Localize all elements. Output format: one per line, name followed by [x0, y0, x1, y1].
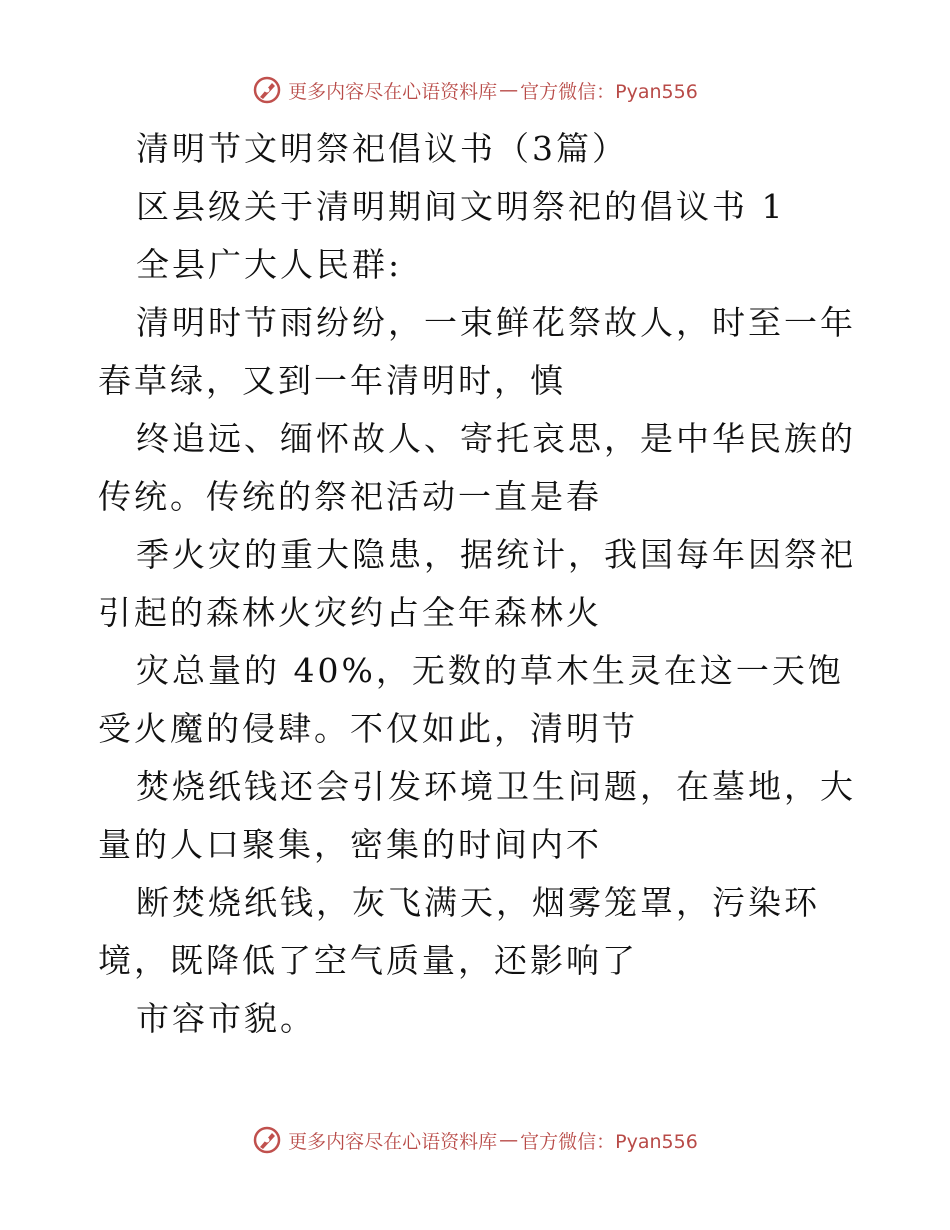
header-watermark [0, 70, 950, 110]
salutation: 全县广大人民群: [136, 245, 403, 284]
watermark-contact: 官方微信：Pyan556 [520, 1130, 698, 1153]
paragraph: 断焚烧纸钱，灰飞满天，烟雾笼罩，污染环境，既降低了空气质量，还影响了 [98, 883, 820, 980]
paragraph: 季火灾的重大隐患，据统计，我国每年因祭祀引起的森林火灾约占全年森林火 [98, 535, 856, 632]
watermark-dash: — [499, 1129, 519, 1151]
document-subtitle: 区县级关于清明期间文明祭祀的倡议书 1 [136, 187, 786, 226]
paragraph: 灾总量的 40%，无数的草木生灵在这一天饱受火魔的侵肆。不仅如此，清明节 [98, 651, 844, 748]
watermark-text: 更多内容尽在心语资料库 [288, 80, 498, 103]
watermark-dash: — [499, 79, 519, 101]
watermark-text: 更多内容尽在心语资料库 [288, 1130, 498, 1153]
pen-logo-icon [252, 75, 282, 105]
document-title: 清明节文明祭祀倡议书（3篇） [136, 129, 628, 168]
document-body [98, 120, 858, 1048]
paragraph: 焚烧纸钱还会引发环境卫生问题，在墓地，大量的人口聚集，密集的时间内不 [98, 767, 856, 864]
pen-logo-icon [252, 1125, 282, 1155]
paragraph: 清明时节雨纷纷，一束鲜花祭故人，时至一年春草绿，又到一年清明时，慎 [98, 303, 856, 400]
footer-watermark [0, 1120, 950, 1160]
watermark-contact: 官方微信：Pyan556 [520, 80, 698, 103]
paragraph: 市容市貌。 [136, 999, 316, 1038]
paragraph: 终追远、缅怀故人、寄托哀思，是中华民族的传统。传统的祭祀活动一直是春 [98, 419, 856, 516]
